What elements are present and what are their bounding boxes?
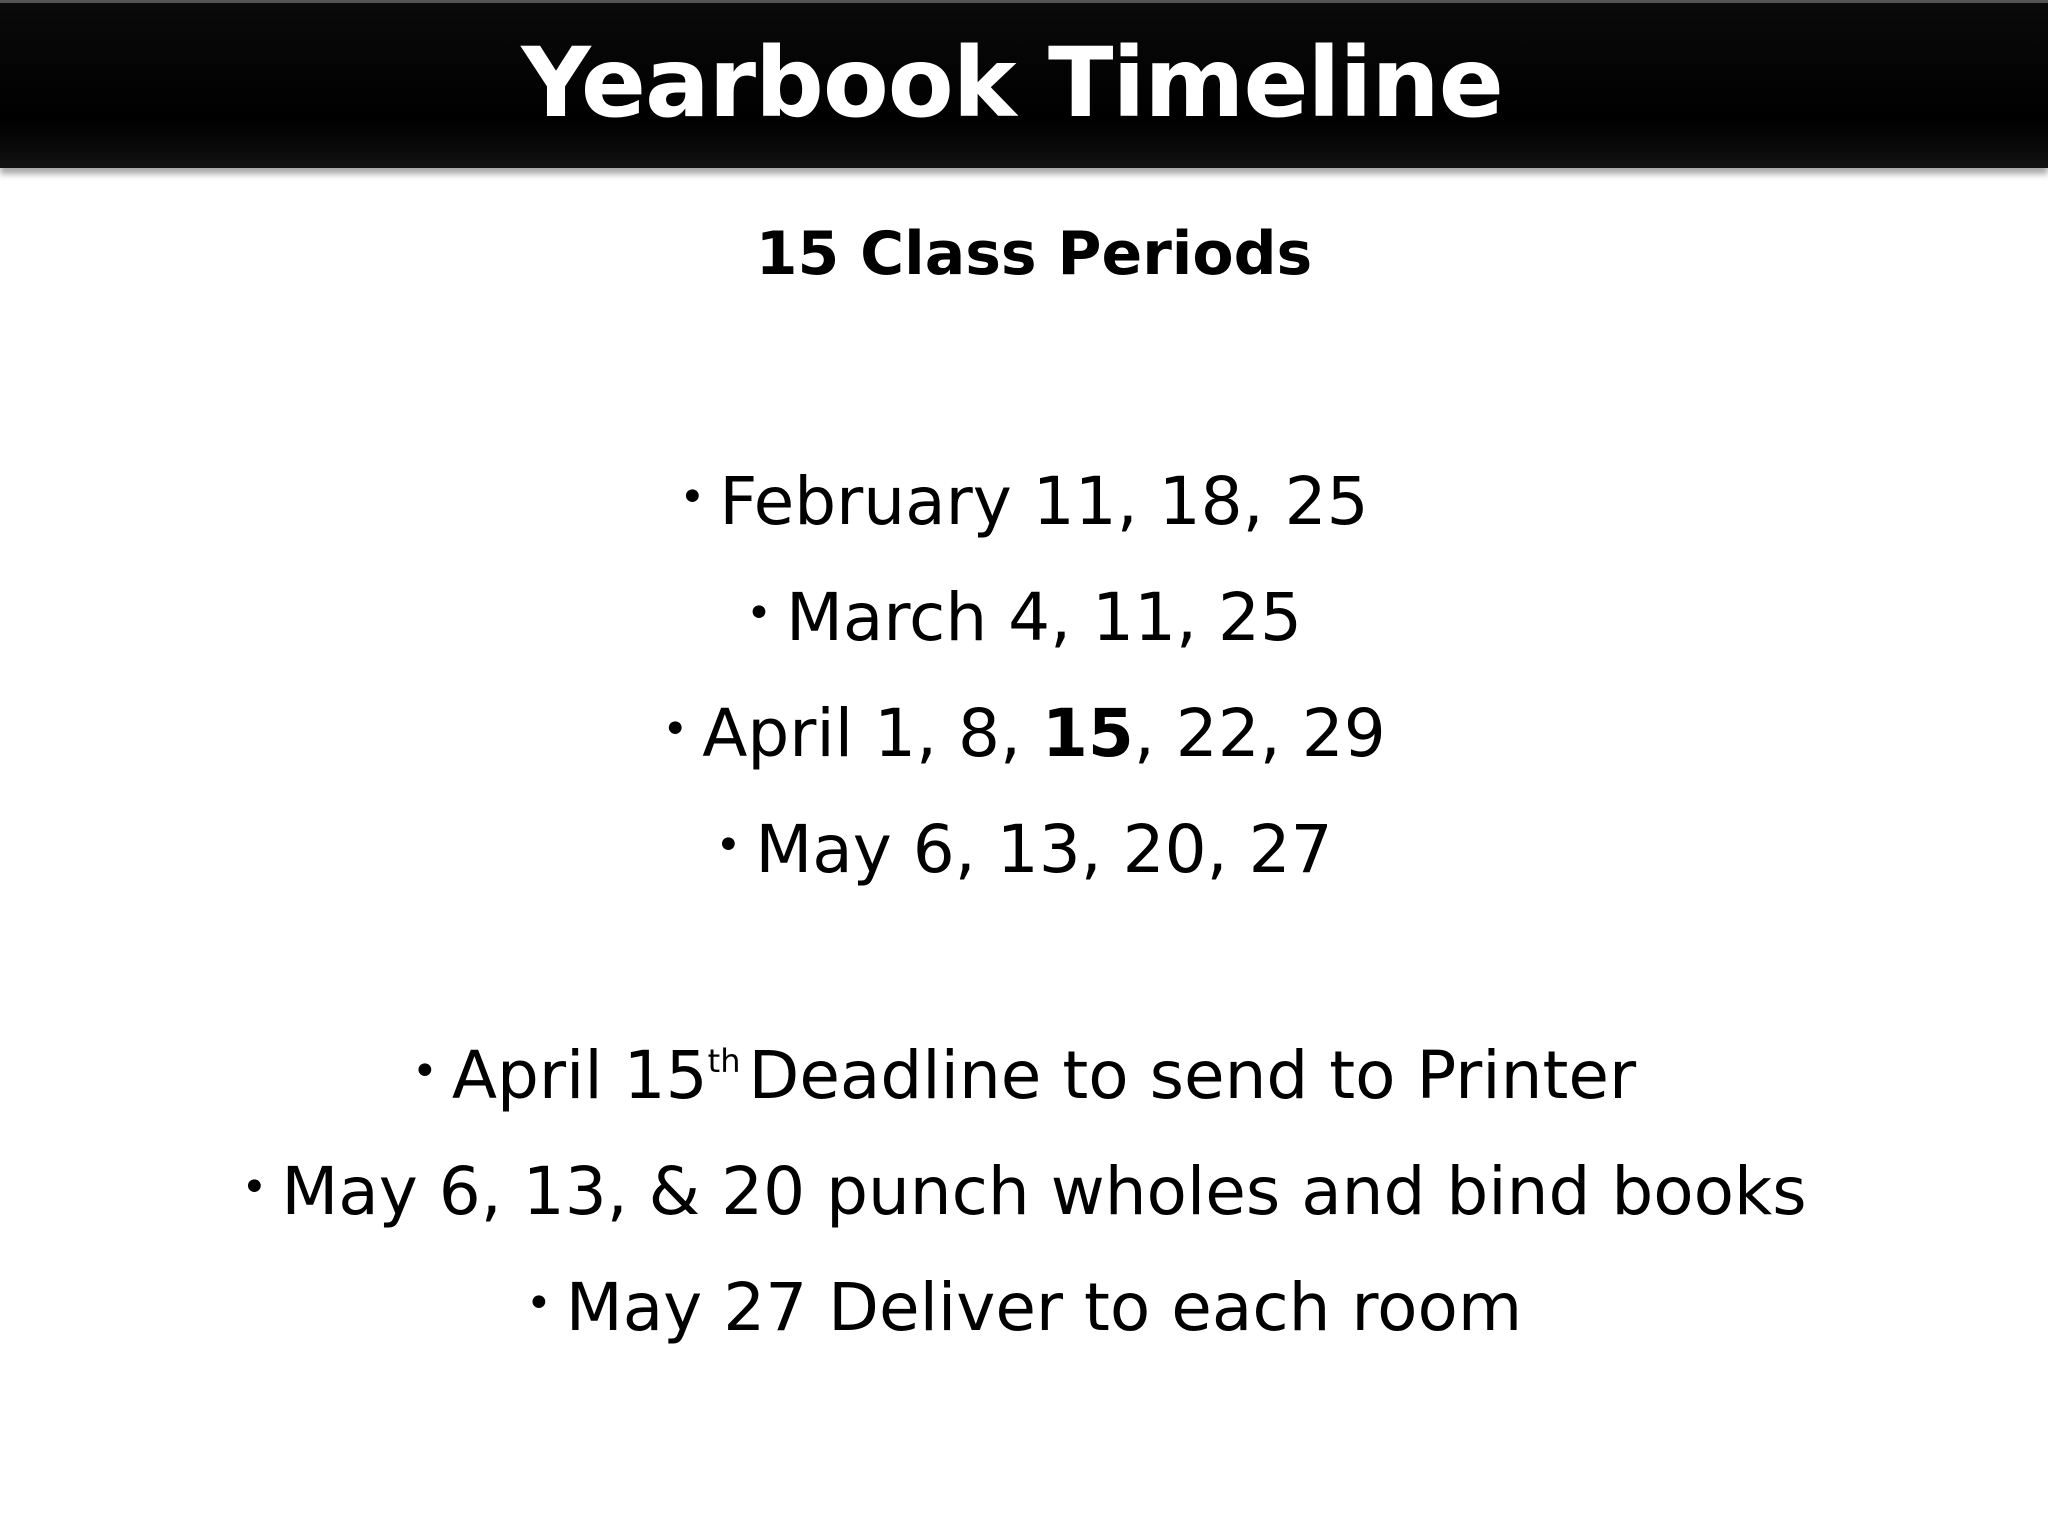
- class-dates-list: [0, 440, 2048, 904]
- list-item-april: [0, 672, 2048, 788]
- slide-title: Yearbook Timeline: [521, 26, 1503, 139]
- april-deadline-date: 15: [1041, 695, 1134, 772]
- list-item-deadline: [0, 1014, 2048, 1130]
- february-dates: February 11, 18, 25: [719, 463, 1369, 540]
- list-item-may: [0, 788, 2048, 904]
- may-dates: May 6, 13, 20, 27: [755, 811, 1333, 888]
- bullet-icon: •: [662, 704, 689, 755]
- slide-subtitle: 15 Class Periods: [755, 219, 1313, 289]
- binding-text: May 6, 13, & 20 punch wholes and bind books: [281, 1153, 1807, 1230]
- march-dates: March 4, 11, 25: [785, 579, 1302, 656]
- bullet-icon: •: [241, 1162, 268, 1213]
- april-dates-end: , 22, 29: [1133, 695, 1386, 772]
- deadline-text: Deadline to send to Printer: [748, 1037, 1637, 1114]
- april-dates-start: April 1, 8,: [702, 695, 1042, 772]
- bullet-icon: •: [715, 820, 742, 871]
- list-item-march: [0, 556, 2048, 672]
- list-item-delivery: [0, 1246, 2048, 1362]
- bullet-icon: •: [525, 1278, 552, 1329]
- deadline-ordinal: th: [707, 1042, 741, 1080]
- milestones-list: [0, 1014, 2048, 1362]
- list-item-binding: [0, 1130, 2048, 1246]
- bullet-icon: •: [411, 1046, 438, 1097]
- title-bar: [0, 0, 2048, 168]
- deadline-date: April 15: [451, 1037, 708, 1114]
- bullet-icon: •: [679, 472, 706, 523]
- delivery-text: May 27 Deliver to each room: [565, 1269, 1523, 1346]
- bullet-icon: •: [746, 588, 772, 639]
- list-item-february: [0, 440, 2048, 556]
